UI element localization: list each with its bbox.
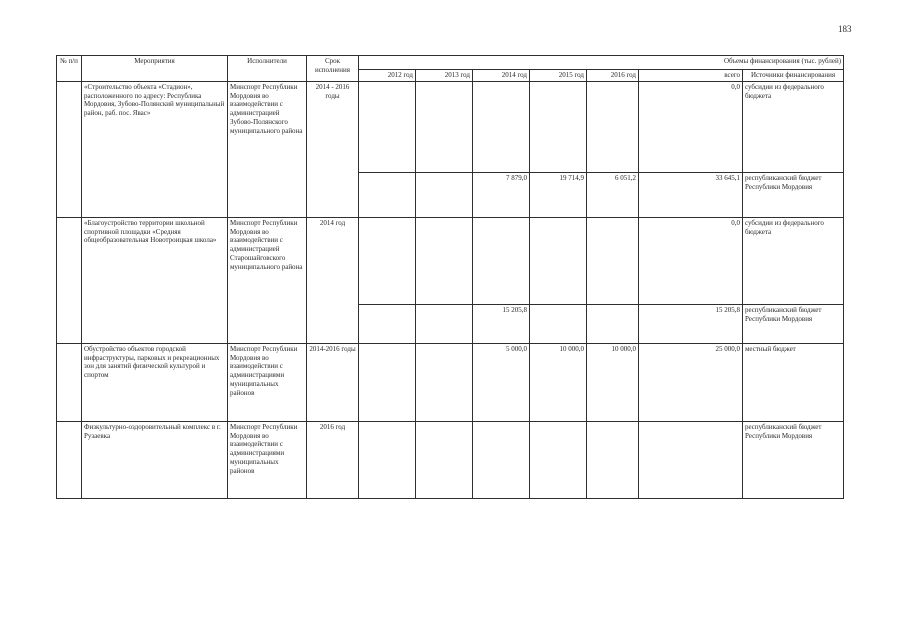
header-total: всего (639, 70, 743, 82)
value-2016 (587, 304, 639, 343)
value-2013 (416, 172, 473, 217)
funding-source: республиканский бюджет Республики Мордовия (743, 421, 844, 498)
value-2014 (473, 421, 530, 498)
row-number (57, 343, 82, 421)
header-year-2015: 2015 год (530, 70, 587, 82)
value-2012 (359, 343, 416, 421)
value-2016: 10 000,0 (587, 343, 639, 421)
value-2012 (359, 172, 416, 217)
value-2012 (359, 421, 416, 498)
value-2013 (416, 421, 473, 498)
value-2014 (473, 217, 530, 304)
value-total: 0,0 (639, 217, 743, 304)
value-2014: 5 000,0 (473, 343, 530, 421)
term-cell: 2014-2016 годы (307, 343, 359, 421)
table-row (57, 343, 844, 421)
header-year-2016: 2016 год (587, 70, 639, 82)
value-2012 (359, 81, 416, 172)
row-number (57, 81, 82, 217)
value-2014: 7 879,0 (473, 172, 530, 217)
executor-cell: Минспорт Республики Мордовия во взаимодействии с администрациями муниципальных районов (228, 343, 307, 421)
value-2015 (530, 304, 587, 343)
value-total: 0,0 (639, 81, 743, 172)
value-2013 (416, 304, 473, 343)
term-cell: 2014 - 2016 годы (307, 81, 359, 217)
activity-cell: Обустройство объектов городской инфраструктуры, парковых и рекреационных зон для занятий физической культурой и спортом (82, 343, 228, 421)
value-2016 (587, 421, 639, 498)
value-2013 (416, 217, 473, 304)
executor-cell: Минспорт Республики Мордовия во взаимодействии с администрацией Старошайговского муниципального района (228, 217, 307, 343)
value-2014 (473, 81, 530, 172)
value-total: 33 645,1 (639, 172, 743, 217)
header-funding-group: Объемы финансирования (тыс. рублей) (359, 56, 844, 70)
funding-source: республиканский бюджет Республики Мордовия (743, 304, 844, 343)
header-year-2014: 2014 год (473, 70, 530, 82)
value-total: 15 205,8 (639, 304, 743, 343)
value-2015: 10 000,0 (530, 343, 587, 421)
value-2013 (416, 81, 473, 172)
header-executors: Исполнители (228, 56, 307, 82)
table-row (57, 217, 844, 304)
financing-table (56, 55, 844, 499)
activity-cell: «Благоустройство территории школьной спортивной площадки «Средняя общеобразовательная Новотроицкая школа» (82, 217, 228, 343)
term-cell: 2016 год (307, 421, 359, 498)
value-2015 (530, 81, 587, 172)
value-2012 (359, 217, 416, 304)
header-number: № п/п (57, 56, 82, 82)
value-total (639, 421, 743, 498)
page-number: 183 (838, 24, 852, 34)
funding-source: республиканский бюджет Республики Мордовия (743, 172, 844, 217)
value-2015 (530, 421, 587, 498)
value-total: 25 000,0 (639, 343, 743, 421)
header-activities: Мероприятия (82, 56, 228, 82)
row-number (57, 217, 82, 343)
header-sources: Источники финансирования (743, 70, 844, 82)
table-row (57, 421, 844, 498)
row-number (57, 421, 82, 498)
value-2014: 15 205,8 (473, 304, 530, 343)
executor-cell: Минспорт Республики Мордовия во взаимодействии с администрацией Зубово-Полянского муниципального района (228, 81, 307, 217)
funding-source: субсидии из федерального бюджета (743, 217, 844, 304)
activity-cell: «Строительство объекта «Стадион», расположенного по адресу: Республика Мордовия, Зубово-Полянский муниципальный район, раб. пос. Явас» (82, 81, 228, 217)
header-term: Срок исполнения (307, 56, 359, 82)
funding-source: местный бюджет (743, 343, 844, 421)
funding-source: субсидии из федерального бюджета (743, 81, 844, 172)
value-2016: 6 051,2 (587, 172, 639, 217)
value-2015: 19 714,9 (530, 172, 587, 217)
term-cell: 2014 год (307, 217, 359, 343)
value-2016 (587, 81, 639, 172)
value-2015 (530, 217, 587, 304)
value-2012 (359, 304, 416, 343)
table-row (57, 81, 844, 172)
value-2013 (416, 343, 473, 421)
executor-cell: Минспорт Республики Мордовия во взаимодействии с администрациями муниципальных районов (228, 421, 307, 498)
header-year-2013: 2013 год (416, 70, 473, 82)
activity-cell: Физкультурно-оздоровительный комплекс в г. Рузаевка (82, 421, 228, 498)
value-2016 (587, 217, 639, 304)
header-year-2012: 2012 год (359, 70, 416, 82)
